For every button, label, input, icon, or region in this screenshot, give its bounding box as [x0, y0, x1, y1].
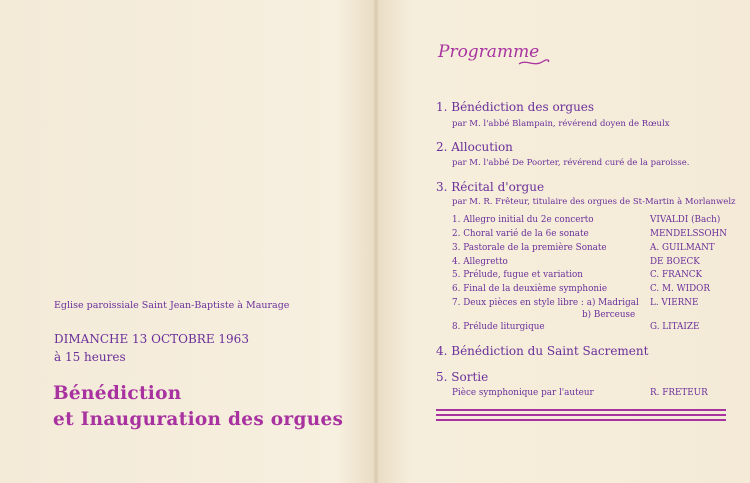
section-3-sub: par M. R. Frêteur, titulaire des orgues de St-Martin à Morlanwelz: [452, 197, 736, 207]
recital-work: 1. Allegro initial du 2e concerto: [452, 215, 594, 225]
recital-item: [452, 215, 736, 228]
recital-item: [452, 284, 736, 297]
recital-composer: A. GUILMANT: [650, 243, 715, 253]
recital-item: [452, 229, 736, 242]
rule-line: [436, 419, 726, 421]
event-title: [53, 381, 343, 433]
recital-work: 7. Deux pièces en style libre : a) Madrigal: [452, 298, 639, 308]
recital-item: [452, 270, 736, 283]
decorative-rules: [436, 409, 726, 424]
rule-line: [436, 409, 726, 411]
event-date: [54, 330, 249, 366]
section-5-title: 5. Sortie: [436, 370, 489, 384]
recital-composer: MENDELSSOHN: [650, 229, 727, 239]
recital-work: 5. Prélude, fugue et variation: [452, 270, 583, 280]
recital-work: 4. Allegretto: [452, 257, 508, 267]
recital-composer: C. M. WIDOR: [650, 284, 711, 294]
section-2-sub: par M. l'abbé De Poorter, révérend curé de la paroisse.: [452, 158, 690, 168]
event-time: à 15 heures: [54, 350, 126, 364]
program-heading: Programme: [438, 42, 540, 62]
heading-swash-icon: [518, 58, 550, 68]
section-4-title: 4. Bénédiction du Saint Sacrement: [436, 344, 649, 358]
right-panel: [378, 0, 750, 483]
sortie-composer: R. FRETEUR: [650, 388, 708, 398]
recital-item: [452, 322, 736, 335]
sortie-work: Pièce symphonique par l'auteur: [452, 388, 594, 398]
recital-composer: L. VIERNE: [650, 298, 699, 308]
recital-work: 2. Choral varié de la 6e sonate: [452, 229, 589, 239]
recital-work: 8. Prélude liturgique: [452, 322, 545, 332]
recital-composer: G. LITAIZE: [650, 322, 700, 332]
section-1-title: 1. Bénédiction des orgues: [436, 100, 595, 114]
church-name: Eglise paroissiale Saint Jean-Baptiste à Maurage: [54, 300, 290, 311]
recital-work: b) Berceuse: [582, 310, 636, 320]
section-1-sub: par M. l'abbé Blampain, révérend doyen de Rœulx: [452, 119, 670, 129]
recital-composer: C. FRANCK: [650, 270, 703, 280]
recital-item: [452, 243, 736, 256]
section-2-title: 2. Allocution: [436, 140, 513, 154]
rule-line: [436, 414, 726, 416]
event-day: DIMANCHE 13 OCTOBRE 1963: [54, 332, 249, 346]
recital-item: [452, 257, 736, 270]
recital-composer: DE BOECK: [650, 257, 700, 267]
section-3-title: 3. Récital d'orgue: [436, 180, 545, 194]
recital-work: 6. Final de la deuxième symphonie: [452, 284, 608, 294]
recital-work: 3. Pastorale de la première Sonate: [452, 243, 607, 253]
sortie-item: [452, 388, 736, 401]
recital-composer: VIVALDI (Bach): [650, 215, 721, 225]
title-line-1: Bénédiction: [53, 383, 182, 404]
title-line-2: et Inauguration des orgues: [53, 409, 344, 430]
